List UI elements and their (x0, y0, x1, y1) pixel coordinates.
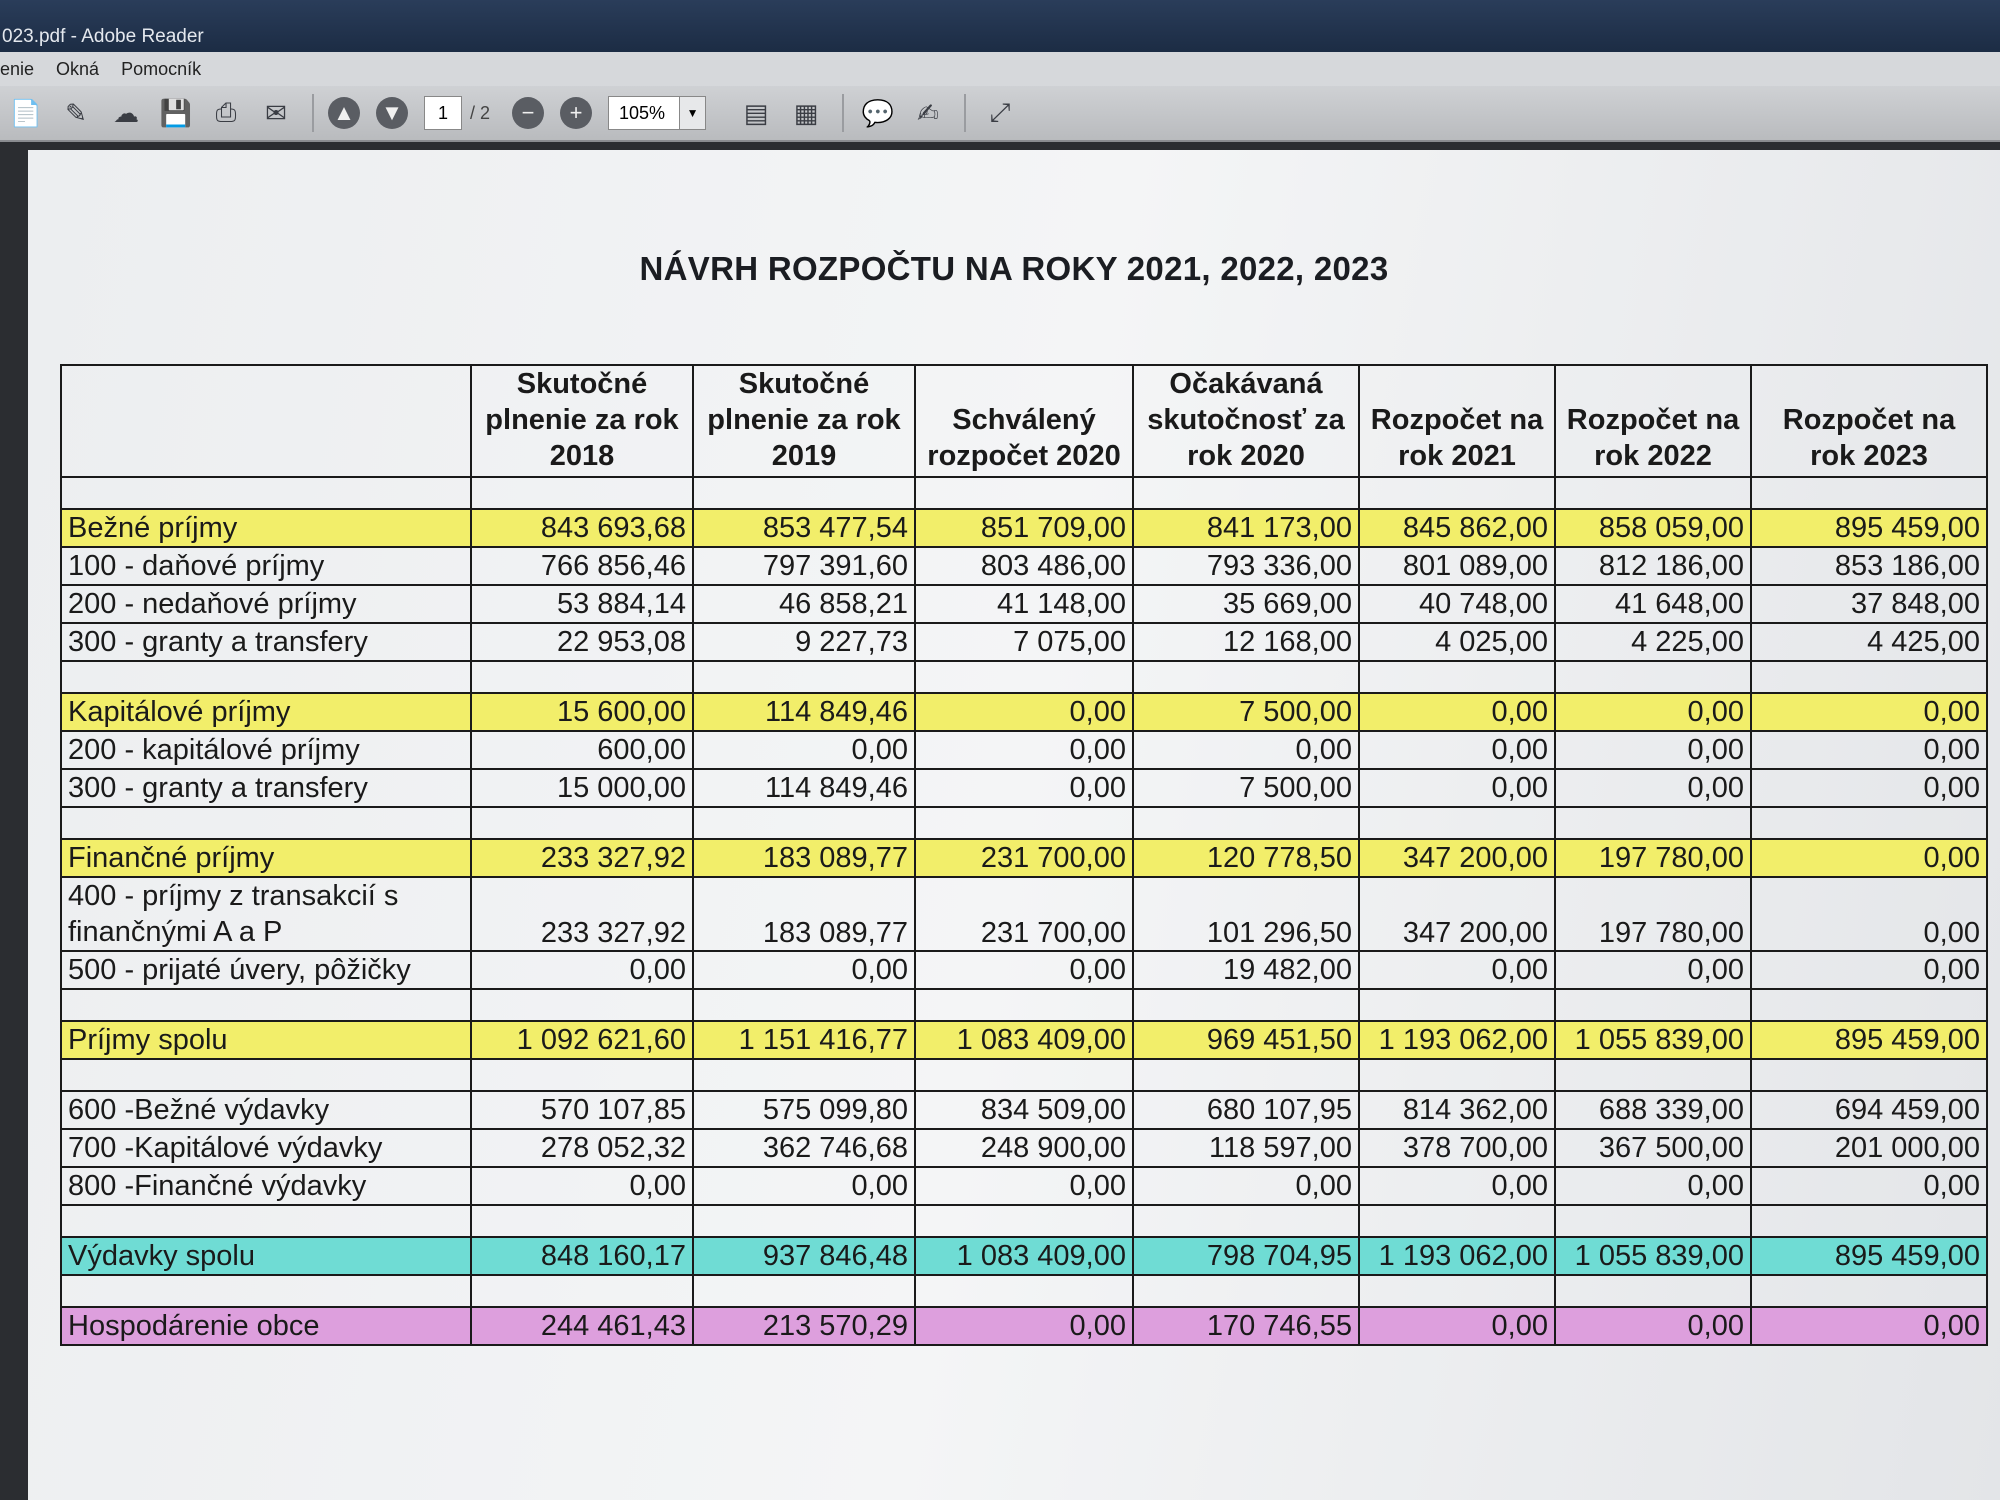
value-cell: 183 089,77 (693, 839, 915, 877)
value-cell: 41 148,00 (915, 585, 1133, 623)
value-cell: 0,00 (1555, 731, 1751, 769)
table-row (61, 839, 1987, 877)
empty-cell (61, 477, 471, 509)
empty-cell (1555, 807, 1751, 839)
empty-cell (471, 661, 693, 693)
value-cell: 843 693,68 (471, 509, 693, 547)
empty-cell (1555, 1205, 1751, 1237)
column-header: Rozpočet na rok 2022 (1555, 365, 1751, 477)
value-cell: 1 055 839,00 (1555, 1021, 1751, 1059)
value-cell: 0,00 (1359, 1307, 1555, 1345)
value-cell: 46 858,21 (693, 585, 915, 623)
value-cell: 233 327,92 (471, 877, 693, 951)
row-label: 300 - granty a transfery (61, 769, 471, 807)
value-cell: 0,00 (1751, 769, 1987, 807)
value-cell: 15 600,00 (471, 693, 693, 731)
row-label: 100 - daňové príjmy (61, 547, 471, 585)
empty-cell (61, 1059, 471, 1091)
value-cell: 0,00 (1751, 877, 1987, 951)
value-cell: 0,00 (1359, 769, 1555, 807)
email-icon[interactable]: ✉ (265, 97, 287, 128)
row-label: 500 - prijaté úvery, pôžičky (61, 951, 471, 989)
value-cell: 114 849,46 (693, 693, 915, 731)
value-cell: 798 704,95 (1133, 1237, 1359, 1275)
value-cell: 347 200,00 (1359, 839, 1555, 877)
value-cell: 895 459,00 (1751, 1021, 1987, 1059)
empty-cell (471, 1059, 693, 1091)
value-cell: 35 669,00 (1133, 585, 1359, 623)
value-cell: 231 700,00 (915, 877, 1133, 951)
empty-cell (915, 477, 1133, 509)
empty-cell (693, 1059, 915, 1091)
empty-cell (1751, 989, 1987, 1021)
value-cell: 170 746,55 (1133, 1307, 1359, 1345)
table-row (61, 693, 1987, 731)
empty-cell (915, 807, 1133, 839)
empty-cell (471, 1275, 693, 1307)
value-cell: 0,00 (915, 1167, 1133, 1205)
table-row (61, 547, 1987, 585)
empty-cell (693, 1275, 915, 1307)
value-cell: 367 500,00 (1555, 1129, 1751, 1167)
value-cell: 1 083 409,00 (915, 1021, 1133, 1059)
value-cell: 183 089,77 (693, 877, 915, 951)
sign-icon[interactable]: ✍ (917, 97, 939, 128)
value-cell: 600,00 (471, 731, 693, 769)
value-cell: 801 089,00 (1359, 547, 1555, 585)
document-title: NÁVRH ROZPOČTU NA ROKY 2021, 2022, 2023 (639, 250, 1389, 287)
empty-cell (1133, 661, 1359, 693)
empty-cell (1133, 989, 1359, 1021)
value-cell: 0,00 (915, 731, 1133, 769)
empty-cell (693, 1205, 915, 1237)
value-cell: 570 107,85 (471, 1091, 693, 1129)
empty-cell (1133, 1275, 1359, 1307)
spacer-row (61, 989, 1987, 1021)
edit-icon[interactable]: ✎ (65, 97, 87, 128)
value-cell: 858 059,00 (1555, 509, 1751, 547)
print-icon[interactable]: ⎙ (215, 97, 237, 127)
table-row (61, 1129, 1987, 1167)
zoom-in-icon[interactable]: + (560, 97, 592, 129)
table-row (61, 1237, 1987, 1275)
empty-cell (471, 477, 693, 509)
value-cell: 851 709,00 (915, 509, 1133, 547)
value-cell: 101 296,50 (1133, 877, 1359, 951)
value-cell: 0,00 (1359, 951, 1555, 989)
table-row (61, 585, 1987, 623)
value-cell: 7 500,00 (1133, 693, 1359, 731)
value-cell: 40 748,00 (1359, 585, 1555, 623)
empty-cell (1133, 477, 1359, 509)
window-title: 023.pdf - Adobe Reader (2, 26, 204, 47)
column-header (61, 365, 471, 477)
empty-cell (1555, 661, 1751, 693)
empty-cell (1555, 1275, 1751, 1307)
empty-cell (1133, 807, 1359, 839)
value-cell: 0,00 (915, 693, 1133, 731)
value-cell: 937 846,48 (693, 1237, 915, 1275)
fit-width-icon[interactable]: ▦ (793, 97, 819, 128)
value-cell: 895 459,00 (1751, 1237, 1987, 1275)
empty-cell (471, 807, 693, 839)
value-cell: 12 168,00 (1133, 623, 1359, 661)
window-titlebar (0, 0, 2000, 52)
value-cell: 248 900,00 (915, 1129, 1133, 1167)
value-cell: 688 339,00 (1555, 1091, 1751, 1129)
table-row (61, 769, 1987, 807)
empty-cell (915, 661, 1133, 693)
value-cell: 0,00 (693, 731, 915, 769)
value-cell: 4 025,00 (1359, 623, 1555, 661)
empty-cell (1555, 989, 1751, 1021)
value-cell: 7 500,00 (1133, 769, 1359, 807)
column-header: Očakávaná skutočnosť za rok 2020 (1133, 365, 1359, 477)
pdf-page (28, 150, 2000, 1500)
table-row (61, 877, 1987, 951)
toolbar-separator (312, 94, 314, 132)
value-cell: 853 186,00 (1751, 547, 1987, 585)
row-label: Výdavky spolu (61, 1237, 471, 1275)
empty-cell (61, 989, 471, 1021)
value-cell: 845 862,00 (1359, 509, 1555, 547)
empty-cell (1359, 807, 1555, 839)
value-cell: 231 700,00 (915, 839, 1133, 877)
value-cell: 895 459,00 (1751, 509, 1987, 547)
value-cell: 244 461,43 (471, 1307, 693, 1345)
menu-item-okna[interactable]: Okná (56, 58, 100, 79)
row-label: 400 - príjmy z transakcií s finančnými A a P (61, 877, 471, 951)
value-cell: 766 856,46 (471, 547, 693, 585)
value-cell: 118 597,00 (1133, 1129, 1359, 1167)
value-cell: 969 451,50 (1133, 1021, 1359, 1059)
table-row (61, 1307, 1987, 1345)
table-row (61, 1021, 1987, 1059)
value-cell: 0,00 (1751, 1307, 1987, 1345)
chevron-down-icon[interactable]: ▼ (679, 97, 705, 129)
row-label: Kapitálové príjmy (61, 693, 471, 731)
value-cell: 793 336,00 (1133, 547, 1359, 585)
empty-cell (471, 1205, 693, 1237)
value-cell: 1 083 409,00 (915, 1237, 1133, 1275)
value-cell: 841 173,00 (1133, 509, 1359, 547)
row-label: 600 -Bežné výdavky (61, 1091, 471, 1129)
table-row (61, 951, 1987, 989)
value-cell: 0,00 (915, 1307, 1133, 1345)
value-cell: 0,00 (1555, 1167, 1751, 1205)
value-cell: 278 052,32 (471, 1129, 693, 1167)
value-cell: 201 000,00 (1751, 1129, 1987, 1167)
row-label: 800 -Finančné výdavky (61, 1167, 471, 1205)
empty-cell (1133, 1205, 1359, 1237)
page-total: / 2 (470, 102, 491, 123)
zoom-out-icon[interactable]: − (512, 97, 544, 129)
value-cell: 797 391,60 (693, 547, 915, 585)
table-row (61, 1167, 1987, 1205)
comment-icon[interactable]: 💬 (861, 97, 895, 128)
expand-icon[interactable]: ⤢ (989, 97, 1011, 127)
row-label: Príjmy spolu (61, 1021, 471, 1059)
empty-cell (1359, 477, 1555, 509)
column-header: Skutočné plnenie za rok 2018 (471, 365, 693, 477)
empty-cell (915, 1275, 1133, 1307)
table-row (61, 623, 1987, 661)
value-cell: 834 509,00 (915, 1091, 1133, 1129)
empty-cell (915, 1205, 1133, 1237)
column-header: Schválený rozpočet 2020 (915, 365, 1133, 477)
page-number-input[interactable]: 1 (424, 96, 462, 130)
value-cell: 9 227,73 (693, 623, 915, 661)
spacer-row (61, 807, 1987, 839)
value-cell: 0,00 (1751, 839, 1987, 877)
empty-cell (61, 1205, 471, 1237)
row-label: 200 - nedaňové príjmy (61, 585, 471, 623)
empty-cell (915, 1059, 1133, 1091)
cloud-upload-icon[interactable]: ☁ (113, 97, 139, 128)
row-label: Hospodárenie obce (61, 1307, 471, 1345)
value-cell: 0,00 (1555, 693, 1751, 731)
value-cell: 575 099,80 (693, 1091, 915, 1129)
empty-cell (1555, 1059, 1751, 1091)
row-label: Bežné príjmy (61, 509, 471, 547)
value-cell: 1 092 621,60 (471, 1021, 693, 1059)
empty-cell (61, 807, 471, 839)
value-cell: 680 107,95 (1133, 1091, 1359, 1129)
value-cell: 1 193 062,00 (1359, 1237, 1555, 1275)
value-cell: 0,00 (693, 951, 915, 989)
empty-cell (1133, 1059, 1359, 1091)
value-cell: 0,00 (1359, 1167, 1555, 1205)
value-cell: 347 200,00 (1359, 877, 1555, 951)
empty-cell (1751, 1205, 1987, 1237)
value-cell: 41 648,00 (1555, 585, 1751, 623)
value-cell: 803 486,00 (915, 547, 1133, 585)
row-label: Finančné príjmy (61, 839, 471, 877)
empty-cell (1751, 1059, 1987, 1091)
value-cell: 4 225,00 (1555, 623, 1751, 661)
value-cell: 0,00 (1751, 693, 1987, 731)
value-cell: 233 327,92 (471, 839, 693, 877)
value-cell: 0,00 (1751, 1167, 1987, 1205)
value-cell: 0,00 (1359, 693, 1555, 731)
fit-page-icon[interactable]: ▤ (743, 97, 769, 128)
value-cell: 812 186,00 (1555, 547, 1751, 585)
value-cell: 853 477,54 (693, 509, 915, 547)
column-header: Rozpočet na rok 2021 (1359, 365, 1555, 477)
spacer-row (61, 661, 1987, 693)
value-cell: 7 075,00 (915, 623, 1133, 661)
empty-cell (1359, 1059, 1555, 1091)
value-cell: 0,00 (471, 1167, 693, 1205)
empty-cell (693, 477, 915, 509)
value-cell: 213 570,29 (693, 1307, 915, 1345)
value-cell: 53 884,14 (471, 585, 693, 623)
empty-cell (1751, 661, 1987, 693)
table-row (61, 731, 1987, 769)
toolbar-separator (842, 94, 844, 132)
value-cell: 0,00 (1751, 951, 1987, 989)
value-cell: 0,00 (915, 769, 1133, 807)
value-cell: 197 780,00 (1555, 877, 1751, 951)
save-icon[interactable]: 💾 (159, 97, 193, 128)
row-label: 200 - kapitálové príjmy (61, 731, 471, 769)
value-cell: 0,00 (1555, 769, 1751, 807)
value-cell: 15 000,00 (471, 769, 693, 807)
value-cell: 114 849,46 (693, 769, 915, 807)
row-label: 700 -Kapitálové výdavky (61, 1129, 471, 1167)
table-body (61, 477, 1987, 1345)
page-up-icon[interactable]: ▲ (328, 97, 360, 129)
empty-cell (1751, 1275, 1987, 1307)
value-cell: 1 193 062,00 (1359, 1021, 1555, 1059)
value-cell: 814 362,00 (1359, 1091, 1555, 1129)
column-header: Skutočné plnenie za rok 2019 (693, 365, 915, 477)
spacer-row (61, 1205, 1987, 1237)
value-cell: 848 160,17 (471, 1237, 693, 1275)
empty-cell (61, 661, 471, 693)
spacer-row (61, 1059, 1987, 1091)
value-cell: 1 151 416,77 (693, 1021, 915, 1059)
empty-cell (1359, 1205, 1555, 1237)
menu-item-pomocnik[interactable]: Pomocník (121, 58, 202, 79)
zoom-value: 105% (619, 102, 666, 123)
value-cell: 197 780,00 (1555, 839, 1751, 877)
value-cell: 694 459,00 (1751, 1091, 1987, 1129)
value-cell: 0,00 (1133, 1167, 1359, 1205)
table-header-row (61, 365, 1987, 477)
value-cell: 0,00 (1555, 1307, 1751, 1345)
empty-cell (1751, 477, 1987, 509)
value-cell: 362 746,68 (693, 1129, 915, 1167)
empty-cell (1359, 989, 1555, 1021)
value-cell: 37 848,00 (1751, 585, 1987, 623)
spacer-row (61, 477, 1987, 509)
value-cell: 0,00 (1359, 731, 1555, 769)
table-row (61, 509, 1987, 547)
menu-item-zobrazenie[interactable]: enie (0, 58, 35, 79)
empty-cell (1359, 661, 1555, 693)
spacer-row (61, 1275, 1987, 1307)
value-cell: 19 482,00 (1133, 951, 1359, 989)
empty-cell (915, 989, 1133, 1021)
column-header: Rozpočet na rok 2023 (1751, 365, 1987, 477)
empty-cell (1555, 477, 1751, 509)
row-label: 300 - granty a transfery (61, 623, 471, 661)
table-row (61, 1091, 1987, 1129)
empty-cell (693, 989, 915, 1021)
zoom-select[interactable] (608, 96, 706, 130)
value-cell: 22 953,08 (471, 623, 693, 661)
toolbar (0, 86, 2000, 142)
value-cell: 0,00 (915, 951, 1133, 989)
empty-cell (1751, 807, 1987, 839)
budget-table (60, 364, 1988, 1346)
value-cell: 0,00 (1751, 731, 1987, 769)
create-pdf-icon[interactable]: 📄 (9, 97, 43, 128)
empty-cell (1359, 1275, 1555, 1307)
value-cell: 4 425,00 (1751, 623, 1987, 661)
value-cell: 378 700,00 (1359, 1129, 1555, 1167)
empty-cell (693, 807, 915, 839)
toolbar-separator (964, 94, 966, 132)
value-cell: 120 778,50 (1133, 839, 1359, 877)
empty-cell (61, 1275, 471, 1307)
page-down-icon[interactable]: ▼ (376, 97, 408, 129)
empty-cell (471, 989, 693, 1021)
value-cell: 1 055 839,00 (1555, 1237, 1751, 1275)
value-cell: 0,00 (693, 1167, 915, 1205)
menu-bar (0, 52, 2000, 86)
empty-cell (693, 661, 915, 693)
value-cell: 0,00 (1133, 731, 1359, 769)
value-cell: 0,00 (471, 951, 693, 989)
value-cell: 0,00 (1555, 951, 1751, 989)
